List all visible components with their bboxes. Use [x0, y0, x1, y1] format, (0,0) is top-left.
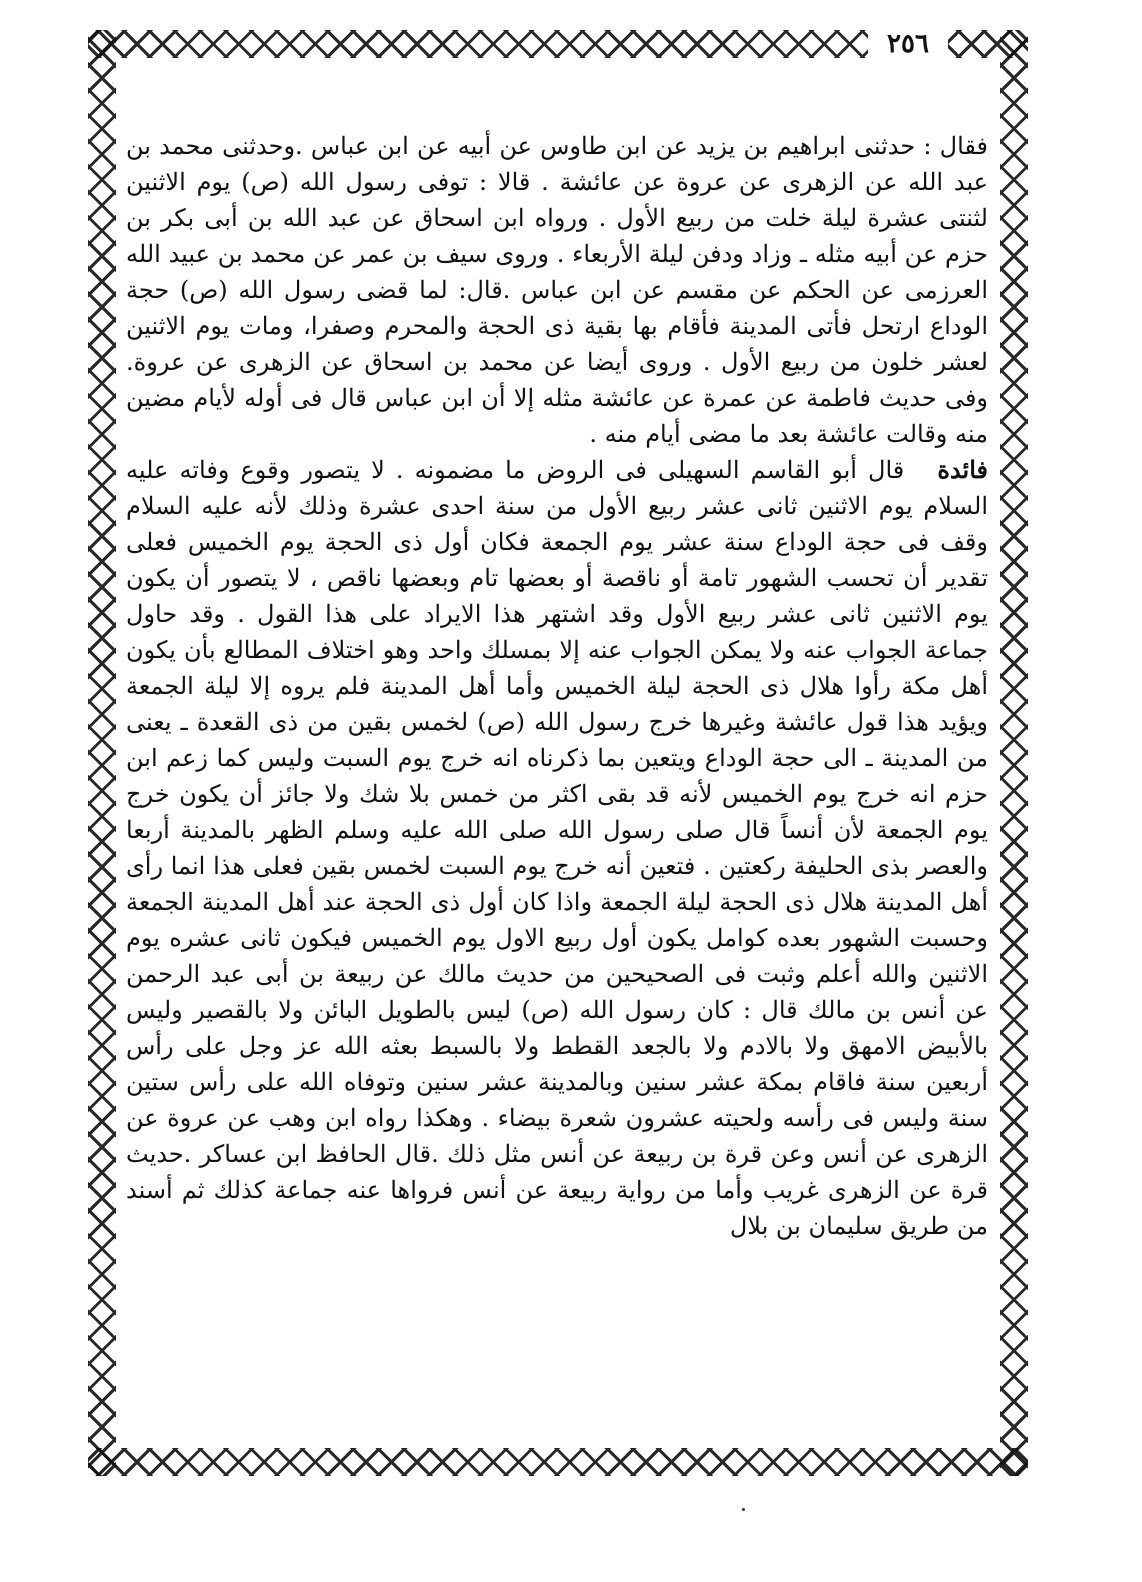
page-body — [126, 128, 988, 1244]
paragraph-text: فقال : حدثنى ابراهيم بن يزيد عن ابن طاوس عن أبيه عن ابن عباس .وحدثنى محمد بن عبد الله عن الزهرى عن عروة عن عائشة . قالا : توفى رسول الله (ص) يوم الاثنين لثنتى عشرة ليلة خلت من ربيع الأول . ورواه ابن اسحاق عن عبد الله بن أبى بكر بن حزم عن أبيه مثله ـ وزاد ودفن ليلة الأربعاء . وروى سيف بن عمر عن محمد بن عبيد الله العرزمى عن الحكم عن مقسم عن ابن عباس .قال: لما قضى رسول الله (ص) حجة الوداع ارتحل فأتى المدينة فأقام بها بقية ذى الحجة والمحرم وصفرا، ومات يوم الاثنين لعشر خلون من ربيع الأول . وروى أيضا عن محمد بن اسحاق عن الزهرى عن عروة. وفى حديث فاطمة عن عمرة عن عائشة مثله إلا أن ابن عباس قال فى أوله لأيام مضين منه وقالت عائشة بعد ما مضى أيام منه . — [126, 132, 988, 448]
page-number: ٢٥٦ — [872, 30, 944, 58]
ornamental-border-left — [88, 30, 116, 1476]
paragraph-1 — [126, 128, 988, 452]
ornamental-border-bottom — [88, 1448, 1028, 1476]
paragraph-2 — [126, 452, 988, 1244]
section-label: فائدة — [937, 455, 988, 484]
stray-mark — [742, 1508, 745, 1511]
paragraph-text: قال أبو القاسم السهيلى فى الروض ما مضمونه . لا يتصور وقوع وفاته عليه السلام يوم الاثنين ثانى عشر ربيع الأول من سنة احدى عشرة وذلك لأنه عليه السلام وقف فى حجة الوداع سنة عشر يوم الجمعة فكان أول ذى الحجة يوم الخميس فعلى تقدير أن تحسب الشهور تامة أو ناقصة أو بعضها تام وبعضها ناقص ، لا يتصور أن يكون يوم الاثنين ثانى عشر ربيع الأول وقد اشتهر هذا الايراد على هذا القول . وقد حاول جماعة الجواب عنه ولا يمكن الجواب عنه إلا بمسلك واحد وهو اختلاف المطالع بأن يكون أهل مكة رأوا هلال ذى الحجة ليلة الخميس وأما أهل المدينة فلم يروه إلا ليلة الجمعة ويؤيد هذا قول عائشة وغيرها خرج رسول الله (ص) لخمس بقين من ذى القعدة ـ يعنى من المدينة ـ الى حجة الوداع ويتعين بما ذكرناه انه خرج يوم السبت وليس كما زعم ابن حزم انه خرج يوم الخميس لأنه قد بقى اكثر من خمس بلا شك ولا جائز أن يكون خرج يوم الجمعة لأن أنساً قال صلى رسول الله صلى الله عليه وسلم الظهر بالمدينة أربعا والعصر بذى الحليفة ركعتين . فتعين أنه خرج يوم السبت لخمس بقين فعلى هذا انما رأى أهل المدينة هلال ذى الحجة ليلة الجمعة واذا كان أول ذى الحجة عند أهل المدينة الجمعة وحسبت الشهور بعده كوامل يكون أول ربيع الاول يوم الخميس فيكون ثانى عشره يوم الاثنين والله أعلم وثبت فى الصحيحين من حديث مالك عن ربيعة بن أبى عبد الرحمن عن أنس بن مالك قال : كان رسول الله (ص) ليس بالطويل البائن ولا بالقصير وليس بالأبيض الامهق ولا بالادم ولا بالجعد القطط ولا بالسبط بعثه الله عز وجل على رأس أربعين سنة فاقام بمكة عشر سنين وبالمدينة عشر سنين وتوفاه الله على رأس ستين سنة وليس فى رأسه ولحيته عشرون شعرة بيضاء . وهكذا رواه ابن وهب عن عروة عن الزهرى عن أنس وعن قرة بن ربيعة عن أنس مثل ذلك .قال الحافظ ابن عساكر .حديث قرة عن الزهرى غريب وأما من رواية ربيعة عن أنس فرواها عنه جماعة كذلك ثم أسند من طريق سليمان بن بلال — [126, 456, 988, 1240]
ornamental-border-right — [1000, 30, 1028, 1476]
ornamental-border-top — [88, 30, 868, 58]
